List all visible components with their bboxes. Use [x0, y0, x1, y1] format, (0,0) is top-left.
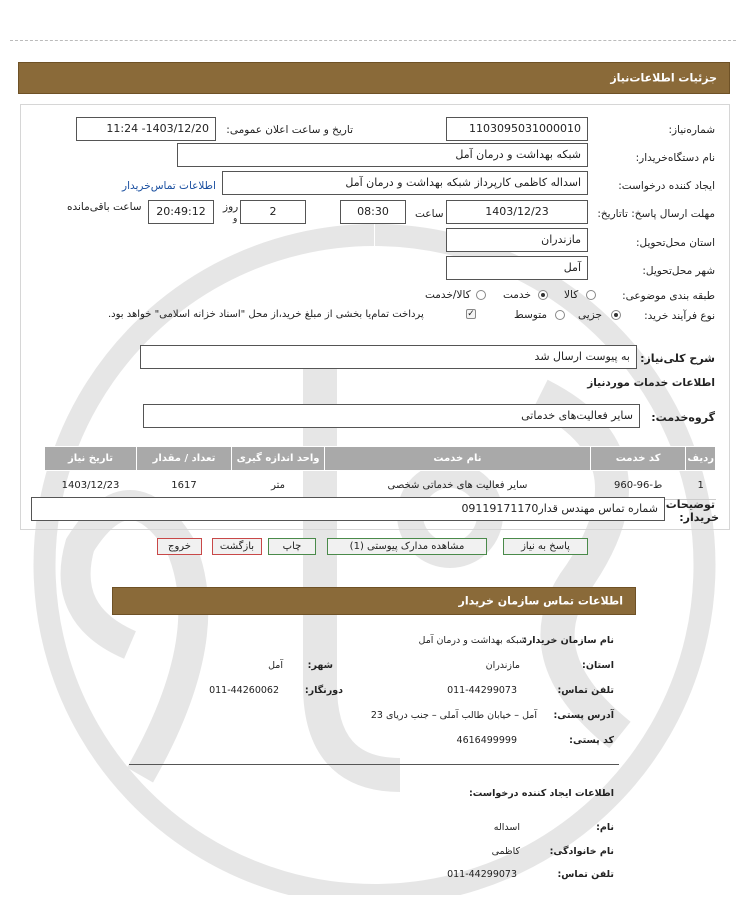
category-option-both: کالا/خدمت — [425, 289, 471, 301]
remaining-time-field: 20:49:12 — [148, 200, 214, 224]
process-radio-medium[interactable] — [555, 310, 565, 320]
contact-city-label: شهر: — [307, 660, 333, 671]
services-section-title: اطلاعات خدمات موردنیاز — [587, 377, 715, 389]
contact-fax-label: دورنگار: — [304, 685, 343, 696]
col-row: ردیف — [686, 447, 716, 471]
remaining-label: ساعت باقی‌مانده — [67, 201, 142, 213]
category-radio-service[interactable] — [538, 290, 548, 300]
creator-phone-value: 011-44299073 — [447, 869, 517, 880]
process-option-minor: جزیی — [578, 309, 602, 321]
col-unit: واحد اندازه گیری — [232, 447, 325, 471]
contact-fax-value: 011-44260062 — [209, 685, 279, 696]
deadline-label: مهلت ارسال پاسخ: تاتاریخ: — [597, 208, 715, 220]
page-title: جزئیات اطلاعات‌نیاز — [610, 71, 717, 85]
notes-label-2: خریدار: — [679, 511, 719, 524]
creator-name-value: اسداله — [493, 822, 520, 833]
payment-checkbox[interactable]: ✓ — [467, 309, 475, 319]
contact-province-value: مازندران — [485, 660, 520, 671]
contact-province-label: استان: — [582, 660, 614, 671]
col-date: تاریخ نیاز — [45, 447, 137, 471]
contact-org-value: شبکه بهداشت و درمان آمل — [418, 635, 527, 646]
back-button[interactable]: بازگشت — [212, 538, 262, 555]
days-field: 2 — [240, 200, 306, 224]
process-label: نوع فرآیند خرید: — [644, 310, 715, 322]
cell-qty: 1617 — [136, 471, 231, 500]
summary-field: به پیوست ارسال شد — [140, 345, 637, 369]
deadline-time-field: 08:30 — [340, 200, 406, 224]
category-radio-goods[interactable] — [586, 290, 596, 300]
contact-city-value: آمل — [268, 660, 283, 671]
service-group-label: گروه‌خدمت: — [651, 411, 715, 424]
services-table — [44, 446, 716, 500]
need-number-label: شماره‌نیاز: — [668, 124, 715, 136]
table-row — [45, 471, 716, 500]
notes-field: شماره تماس مهندس قدار09119171170 — [31, 497, 665, 521]
cell-name: سایر فعالیت های خدماتی شخصی — [325, 471, 591, 500]
top-divider — [10, 40, 736, 41]
contact-postal-value: 4616499999 — [456, 735, 517, 746]
cell-row: 1 — [686, 471, 716, 500]
cell-code: ط-96-960 — [590, 471, 686, 500]
cell-unit: متر — [232, 471, 325, 500]
creator-field: اسداله کاظمی کارپرداز شبکه بهداشت و درمان آمل — [222, 171, 588, 195]
contact-header-bar — [112, 587, 636, 615]
time-label: ساعت — [415, 208, 444, 220]
contact-org-label: نام سازمان خریدار: — [523, 635, 614, 646]
creator-family-value: کاظمی — [491, 846, 520, 857]
days-suffix: و — [233, 214, 238, 224]
exit-button[interactable]: خروج — [157, 538, 202, 555]
creator-info-title: اطلاعات ایجاد کننده درخواست: — [468, 788, 614, 799]
attachments-button[interactable]: مشاهده مدارک پیوستی (1) — [327, 538, 487, 555]
contact-phone-value: 011-44299073 — [447, 685, 517, 696]
col-code: کد خدمت — [590, 447, 686, 471]
province-label: استان محل‌تحویل: — [635, 237, 715, 249]
contact-divider — [129, 764, 619, 765]
details-header-bar — [18, 62, 730, 94]
creator-name-label: نام: — [596, 822, 614, 833]
buyer-org-field: شبکه بهداشت و درمان آمل — [177, 143, 588, 167]
category-label: طبقه بندی موضوعی: — [622, 290, 715, 302]
contact-phone-label: تلفن تماس: — [557, 685, 614, 696]
creator-family-label: نام خانوادگی: — [549, 846, 614, 857]
category-option-goods: کالا — [564, 289, 579, 301]
creator-phone-label: تلفن تماس: — [557, 869, 614, 880]
payment-note: پرداخت تمام‌یا بخشی از مبلغ خرید،از محل "اسناد خزانه اسلامی" خواهد بود. — [108, 309, 424, 320]
print-button[interactable]: چاپ — [268, 538, 316, 555]
city-label: شهر محل‌تحویل: — [642, 265, 715, 277]
contact-postal-label: کد پستی: — [569, 735, 614, 746]
city-field: آمل — [446, 256, 588, 280]
province-field: مازندران — [446, 228, 588, 252]
contact-title: اطلاعات تماس سازمان خریدار — [458, 594, 623, 608]
notes-label-1: توضیحات — [665, 498, 715, 511]
process-option-medium: متوسط — [514, 309, 547, 321]
creator-label: ایجاد کننده درخواست: — [618, 180, 715, 192]
contact-address-label: آدرس پستی: — [553, 710, 614, 721]
category-radio-both[interactable] — [476, 290, 486, 300]
reply-button[interactable]: پاسخ به نیاز — [503, 538, 588, 555]
service-group-field: سایر فعالیت‌های خدماتی — [143, 404, 640, 428]
summary-label: شرح کلی‌نیاز: — [640, 352, 715, 365]
deadline-date-field: 1403/12/23 — [446, 200, 588, 224]
announce-field: 1403/12/20- 11:24 — [76, 117, 216, 141]
need-number-field: 1103095031000010 — [446, 117, 588, 141]
days-label: روز — [223, 201, 239, 213]
process-radio-minor[interactable] — [611, 310, 621, 320]
buyer-contact-link[interactable]: اطلاعات تماس‌خریدار — [122, 180, 216, 192]
category-option-service: خدمت — [503, 289, 531, 301]
buyer-org-label: نام دستگاه‌خریدار: — [635, 152, 715, 164]
cell-date: 1403/12/23 — [45, 471, 137, 500]
announce-label: تاریخ و ساعت اعلان عمومی: — [226, 124, 353, 136]
col-qty: تعداد / مقدار — [136, 447, 231, 471]
contact-address-value: آمل – خیابان طالب آملی – جنب دریای 23 — [370, 710, 537, 721]
col-name: نام خدمت — [325, 447, 591, 471]
